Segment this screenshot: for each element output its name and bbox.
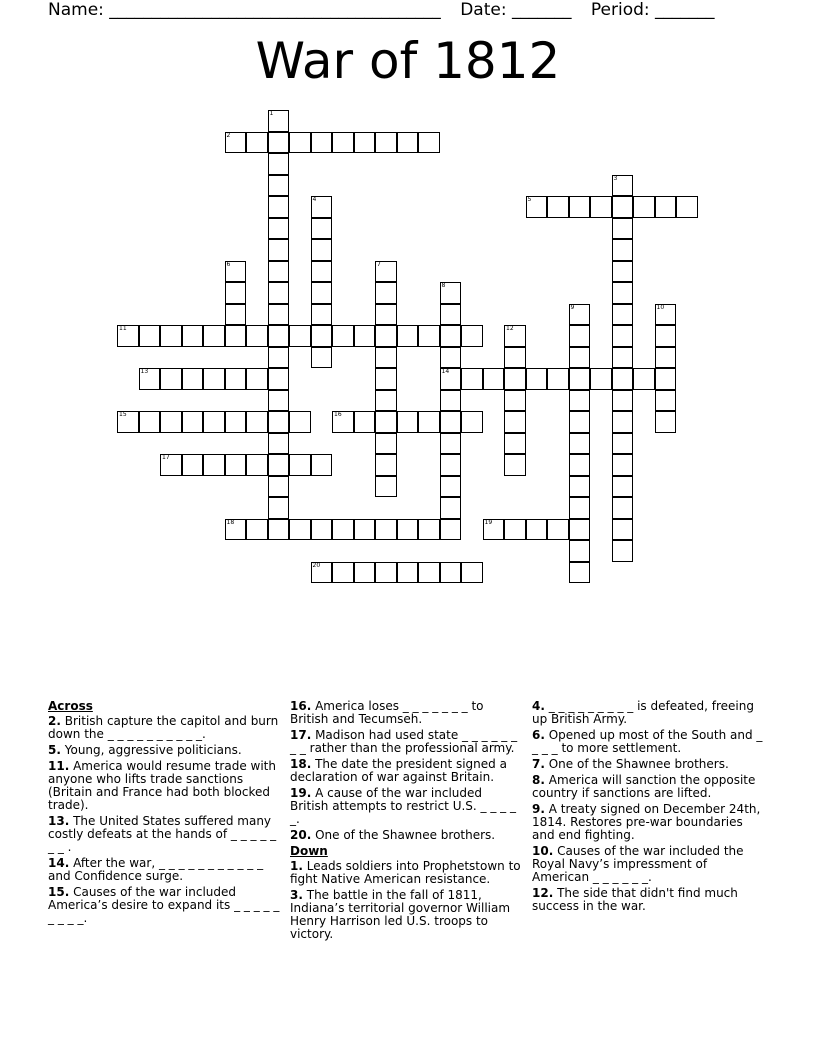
crossword-cell[interactable] (547, 196, 569, 218)
down-heading: Down (290, 844, 328, 858)
crossword-cell[interactable] (268, 153, 290, 175)
crossword-cell[interactable] (440, 304, 462, 326)
clue-num: 20. (290, 828, 312, 842)
clue-num: 17. (290, 728, 312, 742)
crossword-cell[interactable] (268, 282, 290, 304)
crossword-cell[interactable] (440, 347, 462, 369)
crossword-cell[interactable] (590, 196, 612, 218)
crossword-cell[interactable] (397, 562, 419, 584)
crossword-cell[interactable] (354, 325, 376, 347)
crossword-cell[interactable] (612, 433, 634, 455)
clue-number: 15 (119, 411, 127, 418)
clue-item (48, 760, 280, 812)
name-field-label: Name: _______________________________________ (48, 0, 441, 20)
crossword-cell[interactable] (289, 325, 311, 347)
crossword-cell[interactable] (612, 175, 634, 197)
crossword-cell[interactable] (375, 562, 397, 584)
crossword-cell[interactable] (633, 368, 655, 390)
crossword-cell[interactable] (354, 562, 376, 584)
crossword-cell[interactable] (375, 304, 397, 326)
crossword-cell[interactable] (117, 411, 139, 433)
clue-number: 8 (441, 282, 446, 289)
clue-num: 4. (532, 699, 545, 713)
crossword-cell[interactable] (311, 239, 333, 261)
clue-item (532, 729, 764, 755)
crossword-cell[interactable] (268, 218, 290, 240)
crossword-cell[interactable] (569, 368, 591, 390)
crossword-cell[interactable] (182, 454, 204, 476)
crossword-cell[interactable] (655, 325, 677, 347)
clue-num: 1. (290, 859, 303, 873)
crossword-cell[interactable] (612, 304, 634, 326)
crossword-cell[interactable] (655, 304, 677, 326)
clue-item (532, 774, 764, 800)
crossword-cell[interactable] (612, 519, 634, 541)
crossword-cell[interactable] (246, 132, 268, 154)
clue-item (290, 829, 522, 842)
crossword-cell[interactable] (569, 497, 591, 519)
crossword-cell[interactable] (547, 368, 569, 390)
clue-text: A cause of the war included British attempts to restrict U.S. _ _ _ _ _. (290, 786, 516, 826)
clue-num: 7. (532, 757, 545, 771)
crossword-cell[interactable] (612, 540, 634, 562)
crossword-cell[interactable] (504, 454, 526, 476)
clue-number: 14 (441, 368, 450, 375)
crossword-cell[interactable] (397, 325, 419, 347)
clues-column-1 (48, 700, 280, 928)
crossword-cell[interactable] (311, 325, 333, 347)
crossword-cell[interactable] (268, 325, 290, 347)
crossword-cell[interactable] (225, 282, 247, 304)
crossword-cell[interactable] (225, 454, 247, 476)
crossword-cell[interactable] (182, 411, 204, 433)
crossword-cell[interactable] (612, 218, 634, 240)
clue-num: 13. (48, 814, 70, 828)
clue-text: One of the Shawnee brothers. (311, 828, 496, 842)
crossword-cell[interactable] (268, 519, 290, 541)
crossword-cell[interactable] (268, 239, 290, 261)
clue-num: 16. (290, 699, 312, 713)
clue-text: Madison had used state _ _ _ _ _ _ _ _ rather than the professional army. (290, 728, 518, 755)
crossword-cell[interactable] (375, 325, 397, 347)
clue-item (532, 700, 764, 726)
clue-number: 2 (226, 131, 231, 139)
crossword-cell[interactable] (311, 218, 333, 240)
crossword-cell[interactable] (504, 390, 526, 412)
crossword-cell[interactable] (182, 368, 204, 390)
clue-number: 5 (527, 196, 532, 203)
crossword-cell[interactable] (569, 476, 591, 498)
clue-text: America loses _ _ _ _ _ _ _ to British and Tecumseh. (290, 699, 484, 726)
crossword-cell[interactable] (612, 476, 634, 498)
clue-item (290, 787, 522, 826)
clue-text: After the war, _ _ _ _ _ _ _ _ _ _ _ and Confidence surge. (48, 856, 264, 883)
crossword-cell[interactable] (268, 497, 290, 519)
crossword-cell[interactable] (569, 196, 591, 218)
crossword-cell[interactable] (375, 282, 397, 304)
crossword-cell[interactable] (311, 519, 333, 541)
clue-text: A treaty signed on December 24th, 1814. Restores pre-war boundaries and end fighting. (532, 802, 761, 842)
clue-item (48, 744, 280, 757)
crossword-cell[interactable] (268, 261, 290, 283)
crossword-cell[interactable] (676, 196, 698, 218)
clues-column-3 (532, 700, 764, 916)
crossword-cell[interactable] (225, 519, 247, 541)
crossword-cell[interactable] (569, 562, 591, 584)
crossword-cell[interactable] (289, 454, 311, 476)
crossword-cell[interactable] (440, 497, 462, 519)
crossword-cell[interactable] (461, 325, 483, 347)
clue-number: 17 (162, 454, 170, 461)
crossword-cell[interactable] (483, 368, 505, 390)
crossword-cell[interactable] (289, 411, 311, 433)
clue-number: 13 (140, 368, 149, 375)
clue-item (532, 803, 764, 842)
crossword-cell[interactable] (203, 411, 225, 433)
clue-text: British capture the capitol and burn down the _ _ _ _ _ _ _ _ _ _. (48, 714, 279, 741)
crossword-cell[interactable] (569, 540, 591, 562)
crossword-cell[interactable] (440, 519, 462, 541)
crossword-cell[interactable] (375, 261, 397, 283)
crossword-cell[interactable] (268, 196, 290, 218)
crossword-cell[interactable] (246, 325, 268, 347)
crossword-cell[interactable] (246, 519, 268, 541)
clue-number: 16 (334, 411, 342, 418)
crossword-cell[interactable] (418, 411, 440, 433)
crossword-cell[interactable] (268, 347, 290, 369)
crossword-cell[interactable] (440, 562, 462, 584)
crossword-cell[interactable] (418, 325, 440, 347)
clue-text: _ _ _ _ _ _ _ _ _ is defeated, freeing up British Army. (532, 699, 754, 726)
clue-item (48, 886, 280, 925)
crossword-cell[interactable] (225, 411, 247, 433)
crossword-cell[interactable] (160, 368, 182, 390)
clues-column-2 (290, 700, 522, 944)
crossword-cell[interactable] (504, 411, 526, 433)
clue-text: Young, aggressive politicians. (60, 743, 242, 757)
crossword-cell[interactable] (375, 519, 397, 541)
crossword-cell[interactable] (655, 411, 677, 433)
crossword-cell[interactable] (440, 454, 462, 476)
crossword-cell[interactable] (160, 325, 182, 347)
crossword-cell[interactable] (375, 347, 397, 369)
crossword-cell[interactable] (526, 368, 548, 390)
crossword-cell[interactable] (612, 261, 634, 283)
crossword-cell[interactable] (203, 368, 225, 390)
crossword-cell[interactable] (612, 196, 634, 218)
crossword-cell[interactable] (268, 132, 290, 154)
crossword-cell[interactable] (440, 411, 462, 433)
crossword-cell[interactable] (268, 304, 290, 326)
crossword-cell[interactable] (612, 390, 634, 412)
clue-item (532, 887, 764, 913)
clue-num: 18. (290, 757, 312, 771)
crossword-cell[interactable] (569, 390, 591, 412)
clue-number: 7 (377, 260, 381, 268)
crossword-cell[interactable] (225, 132, 247, 154)
clue-num: 2. (48, 714, 61, 728)
crossword-cell[interactable] (375, 132, 397, 154)
crossword-cell[interactable] (354, 519, 376, 541)
crossword-cell[interactable] (268, 433, 290, 455)
clue-item (48, 815, 280, 854)
crossword-cell[interactable] (418, 562, 440, 584)
crossword-cell[interactable] (139, 368, 161, 390)
clue-number: 18 (226, 518, 235, 526)
crossword-cell[interactable] (612, 282, 634, 304)
crossword-cell[interactable] (225, 304, 247, 326)
clue-text: One of the Shawnee brothers. (544, 757, 729, 771)
crossword-cell[interactable] (246, 454, 268, 476)
crossword-cell[interactable] (655, 347, 677, 369)
crossword-cell[interactable] (203, 325, 225, 347)
crossword-cell[interactable] (225, 325, 247, 347)
crossword-cell[interactable] (440, 368, 462, 390)
clue-item (290, 758, 522, 784)
clue-item (532, 758, 764, 771)
crossword-cell[interactable] (612, 325, 634, 347)
clue-text: America would resume trade with anyone who lifts trade sanctions (Britain and France had both blocked trade). (48, 759, 276, 812)
date-field-label: Date: _______ (460, 0, 572, 20)
across-heading: Across (48, 699, 93, 713)
crossword-cell[interactable] (375, 433, 397, 455)
crossword-cell[interactable] (633, 196, 655, 218)
crossword-cell[interactable] (289, 132, 311, 154)
crossword-cell[interactable] (332, 562, 354, 584)
crossword-cell[interactable] (289, 519, 311, 541)
clue-number: 12 (506, 325, 514, 332)
clue-text: Opened up most of the South and _ _ _ _ to more settlement. (532, 728, 763, 755)
clue-num: 15. (48, 885, 70, 899)
page-title: War of 1812 (255, 32, 561, 90)
crossword-cell[interactable] (526, 196, 548, 218)
crossword-cell[interactable] (182, 325, 204, 347)
crossword-cell[interactable] (311, 304, 333, 326)
clue-text: The battle in the fall of 1811, Indiana’s territorial governor William Henry Harrison led U.S. troops to victory. (290, 888, 511, 941)
crossword-cell[interactable] (418, 132, 440, 154)
crossword-cell[interactable] (655, 368, 677, 390)
clue-number: 4 (312, 196, 317, 203)
clue-text: Causes of the war included America’s desire to expand its _ _ _ _ _ _ _ _ _. (48, 885, 280, 925)
crossword-cell[interactable] (375, 476, 397, 498)
clue-number: 9 (570, 303, 575, 311)
crossword-cell[interactable] (332, 519, 354, 541)
crossword-cell[interactable] (504, 347, 526, 369)
clue-num: 6. (532, 728, 545, 742)
crossword-cell[interactable] (354, 132, 376, 154)
crossword-cell[interactable] (160, 411, 182, 433)
crossword-cell[interactable] (117, 325, 139, 347)
clue-item (290, 729, 522, 755)
period-field-label: Period: _______ (590, 0, 715, 20)
crossword-cell[interactable] (440, 282, 462, 304)
crossword-cell[interactable] (612, 497, 634, 519)
crossword-cell[interactable] (268, 476, 290, 498)
crossword-cell[interactable] (612, 347, 634, 369)
crossword-cell[interactable] (461, 368, 483, 390)
clue-item (290, 889, 522, 941)
crossword-cell[interactable] (440, 390, 462, 412)
crossword-cell[interactable] (311, 132, 333, 154)
crossword-cell[interactable] (332, 411, 354, 433)
clue-text: America will sanction the opposite country if sanctions are lifted. (532, 773, 756, 800)
crossword-cell[interactable] (397, 411, 419, 433)
clue-num: 19. (290, 786, 312, 800)
crossword-cell[interactable] (268, 110, 290, 132)
crossword-cell[interactable] (268, 390, 290, 412)
clue-num: 12. (532, 886, 554, 900)
crossword-cell[interactable] (418, 519, 440, 541)
clue-item (48, 857, 280, 883)
crossword-cell[interactable] (311, 282, 333, 304)
crossword-cell[interactable] (569, 519, 591, 541)
crossword-cell[interactable] (375, 390, 397, 412)
crossword-cell[interactable] (504, 368, 526, 390)
crossword-cell[interactable] (268, 368, 290, 390)
clue-item (290, 860, 522, 886)
crossword-cell[interactable] (160, 454, 182, 476)
crossword-cell[interactable] (203, 454, 225, 476)
crossword-cell[interactable] (569, 433, 591, 455)
crossword-cell[interactable] (397, 519, 419, 541)
crossword-cell[interactable] (225, 368, 247, 390)
crossword-cell[interactable] (354, 411, 376, 433)
clue-text: Causes of the war included the Royal Navy’s impressment of American _ _ _ _ _ _. (532, 844, 744, 884)
crossword-cell[interactable] (139, 411, 161, 433)
crossword-cell[interactable] (612, 411, 634, 433)
crossword-cell[interactable] (612, 454, 634, 476)
crossword-cell[interactable] (461, 562, 483, 584)
clue-number: 10 (656, 303, 665, 311)
clue-num: 8. (532, 773, 545, 787)
clue-num: 11. (48, 759, 70, 773)
crossword-cell[interactable] (311, 454, 333, 476)
clue-num: 10. (532, 844, 554, 858)
crossword-cell[interactable] (375, 368, 397, 390)
clue-num: 14. (48, 856, 70, 870)
crossword-cell[interactable] (440, 325, 462, 347)
crossword-cell[interactable] (332, 325, 354, 347)
clue-number: 19 (484, 518, 493, 526)
crossword-cell[interactable] (612, 368, 634, 390)
crossword-cell[interactable] (569, 411, 591, 433)
crossword-cell[interactable] (225, 261, 247, 283)
crossword-cell[interactable] (375, 411, 397, 433)
crossword-cell[interactable] (655, 196, 677, 218)
clue-number: 11 (119, 325, 127, 332)
crossword-cell[interactable] (569, 347, 591, 369)
crossword-cell[interactable] (504, 519, 526, 541)
crossword-cell[interactable] (397, 132, 419, 154)
clue-text: The side that didn't find much success in the war. (532, 886, 738, 913)
clue-num: 5. (48, 743, 61, 757)
clue-item (532, 845, 764, 884)
clue-number: 3 (613, 174, 618, 182)
clue-num: 3. (290, 888, 303, 902)
clue-text: The date the president signed a declaration of war against Britain. (290, 757, 507, 784)
crossword-cell[interactable] (569, 304, 591, 326)
crossword-cell[interactable] (440, 476, 462, 498)
crossword-cell[interactable] (268, 175, 290, 197)
crossword-cell[interactable] (526, 519, 548, 541)
crossword-cell[interactable] (246, 368, 268, 390)
crossword-cell[interactable] (139, 325, 161, 347)
clue-item (290, 700, 522, 726)
crossword-cell[interactable] (461, 411, 483, 433)
crossword-cell[interactable] (311, 562, 333, 584)
crossword-cell[interactable] (547, 519, 569, 541)
crossword-cell[interactable] (655, 390, 677, 412)
crossword-cell[interactable] (504, 325, 526, 347)
crossword-cell[interactable] (268, 454, 290, 476)
crossword-cell[interactable] (590, 368, 612, 390)
clue-number: 6 (226, 260, 231, 268)
crossword-cell[interactable] (268, 411, 290, 433)
crossword-cell[interactable] (246, 411, 268, 433)
crossword-cell[interactable] (311, 196, 333, 218)
crossword-cell[interactable] (504, 433, 526, 455)
crossword-cell[interactable] (569, 325, 591, 347)
clue-item (48, 715, 280, 741)
clue-num: 9. (532, 802, 545, 816)
crossword-cell[interactable] (569, 454, 591, 476)
crossword-cell[interactable] (311, 261, 333, 283)
crossword-cell[interactable] (483, 519, 505, 541)
crossword-cell[interactable] (311, 347, 333, 369)
crossword-cell[interactable] (332, 132, 354, 154)
clue-text: Leads soldiers into Prophetstown to fight Native American resistance. (290, 859, 521, 886)
crossword-cell[interactable] (375, 454, 397, 476)
crossword-cell[interactable] (612, 239, 634, 261)
clue-number: 20 (312, 561, 321, 569)
clue-number: 1 (269, 110, 274, 117)
clue-text: The United States suffered many costly defeats at the hands of _ _ _ _ _ _ _ . (48, 814, 277, 854)
crossword-cell[interactable] (440, 433, 462, 455)
